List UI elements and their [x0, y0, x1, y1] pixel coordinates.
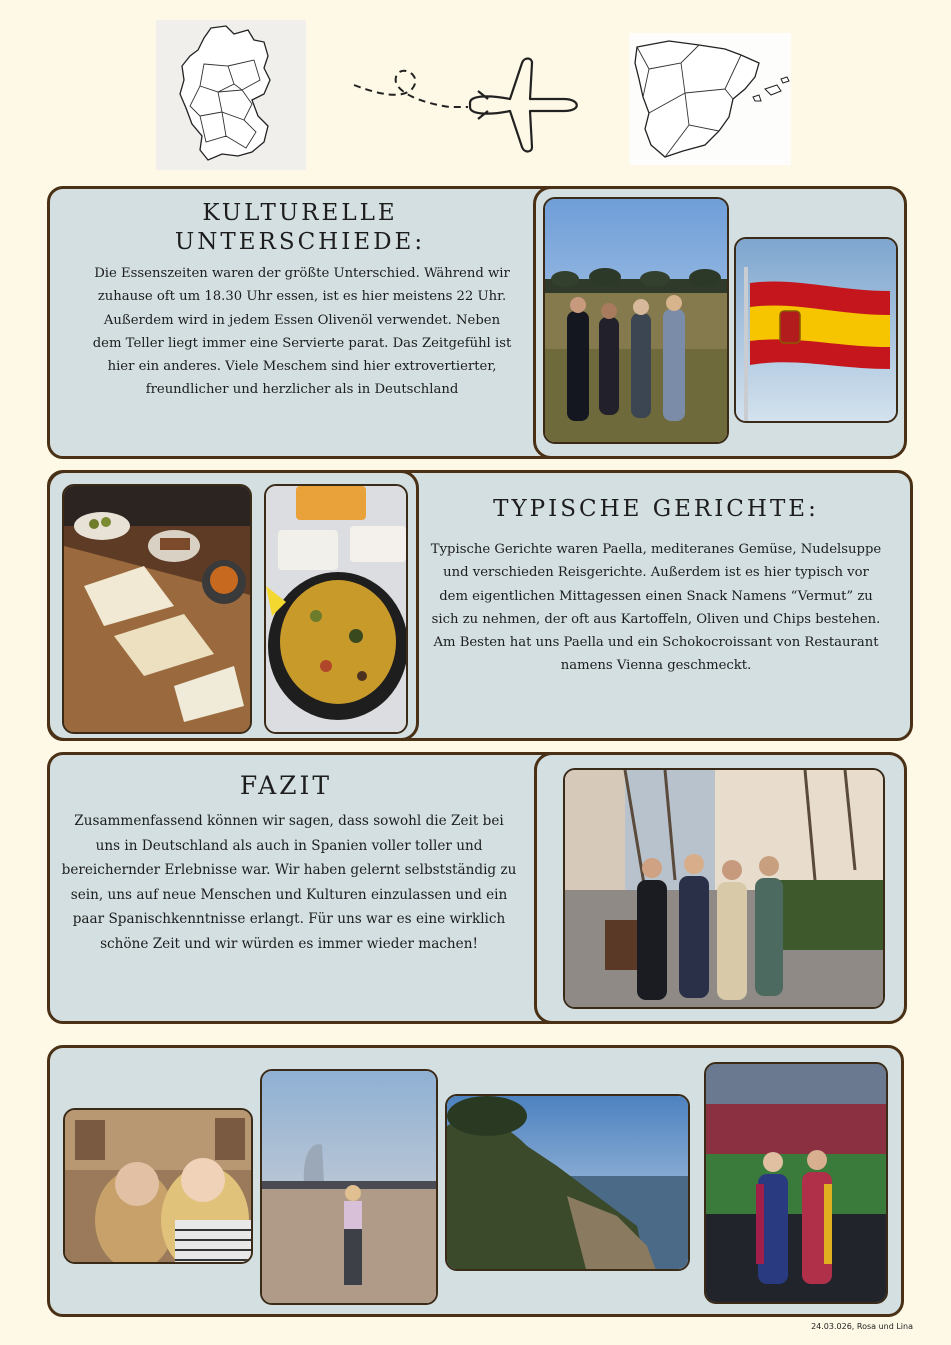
photo-coast	[445, 1094, 690, 1271]
airplane-icon	[350, 55, 585, 155]
photo-beach-barcelona	[260, 1069, 438, 1305]
photo-selfie-monastery	[63, 1108, 253, 1264]
section-title: KULTURELLE UNTERSCHIEDE:	[174, 200, 426, 255]
photo-tapas-board	[62, 484, 252, 734]
section-title: FAZIT	[239, 771, 333, 800]
section-title: TYPISCHE GERICHTE:	[493, 496, 819, 522]
germany-map-icon	[156, 20, 306, 170]
photo-spanish-flag	[734, 237, 898, 423]
footer-date-authors: 24.03.026, Rosa und Lina	[811, 1322, 913, 1331]
photo-paella	[264, 484, 408, 734]
section-typical-dishes	[47, 470, 913, 741]
section-text: Typische Gerichte waren Paella, mediteranes Gemüse, Nudelsuppe und verschieden Reisgerichte. Außerdem ist es hier typisch vor dem eigentlichen Mittagessen einen Snack Namens “Vermut” zu sich zu nehmen, der oft aus Kartoffeln, Oliven und Chips bestehen. Am Besten hat uns Paella und ein Schokocroissant von Restaurant namens Vienna geschmeckt.	[430, 542, 882, 674]
section-text: Zusammenfassend können wir sagen, dass sowohl die Zeit bei uns in Deutschland als auch in Spanien voller toller und bereichernder Erlebnisse war. Wir haben gelernt selbstständig zu sein, uns auf neue Menschen und Kulturen einzulassen und ein paar Spanischkenntnisse erlangt. Für uns war es eine wirklich schöne Zeit und wir würden es immer wieder machen!	[61, 813, 517, 952]
photo-girls-park	[543, 197, 729, 444]
section-text: Die Essenszeiten waren der größte Unterschied. Während wir zuhause oft um 18.30 Uhr essen, ist es hier meistens 22 Uhr. Außerdem wird in jedem Essen Olivenöl verwendet. Neben dem Teller liegt immer eine Servierte parat. Das Zeitgefühl ist hier ein anderes. Viele Meschem sind hier extrovertierter, freundlicher und herzlicher als in Deutschland	[92, 266, 512, 398]
photo-gallery	[47, 1045, 904, 1317]
photo-football-stadium	[704, 1062, 888, 1304]
photo-girls-street	[563, 768, 885, 1009]
spain-map-icon	[629, 33, 791, 165]
section-conclusion	[47, 752, 904, 1024]
section-cultural-differences	[47, 186, 904, 459]
